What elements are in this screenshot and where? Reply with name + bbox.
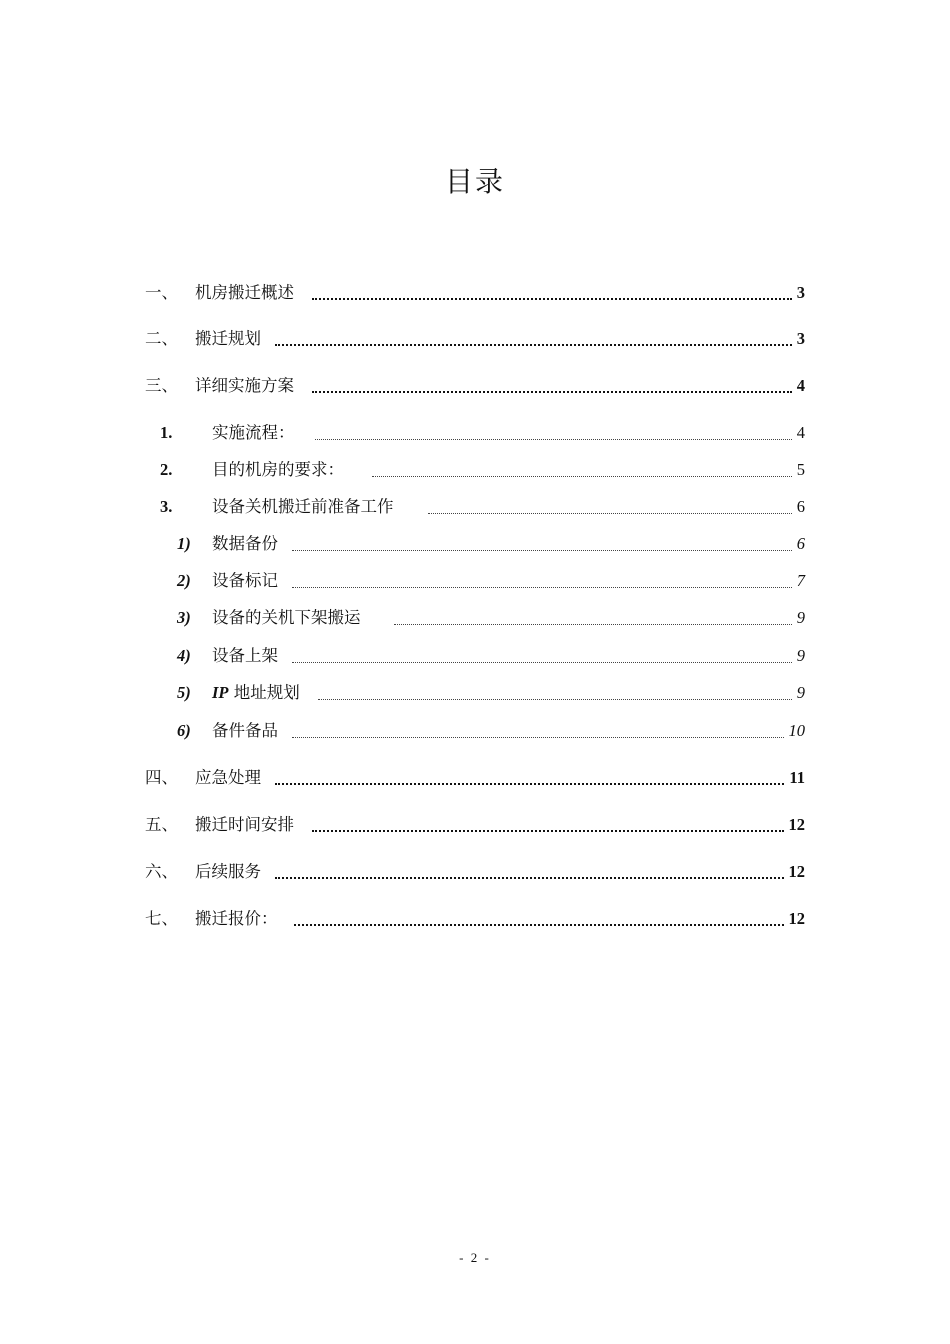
toc-number: 3.	[160, 497, 173, 516]
toc-page: 9	[796, 646, 805, 665]
toc-entry[interactable]	[0, 457, 950, 483]
toc-page: 5	[796, 460, 805, 479]
toc-page: 6	[796, 497, 805, 516]
toc-leader	[292, 548, 792, 551]
toc-entry[interactable]	[0, 280, 950, 306]
toc-page: 7	[796, 571, 805, 590]
toc-entry[interactable]	[0, 859, 950, 885]
toc-number: 一、	[145, 283, 178, 302]
toc-leader	[275, 875, 784, 879]
toc-leader	[312, 828, 784, 832]
toc-leader	[315, 437, 792, 440]
toc-leader	[394, 622, 792, 625]
toc-entry[interactable]	[0, 812, 950, 838]
toc-number: 2)	[177, 571, 191, 590]
toc-entry[interactable]	[0, 680, 950, 706]
toc-entry[interactable]	[0, 326, 950, 352]
toc-entry[interactable]	[0, 420, 950, 446]
toc-number: 2.	[160, 460, 173, 479]
toc-label: 搬迁报价：	[195, 909, 278, 928]
toc-label: 设备的关机下架搬运	[212, 608, 361, 627]
toc-page: 9	[796, 683, 805, 702]
toc-page: 12	[788, 909, 805, 928]
toc-leader	[292, 735, 784, 738]
toc-number: 3)	[177, 608, 191, 627]
toc-label: 数据备份	[212, 534, 278, 553]
toc-page: 11	[789, 768, 805, 787]
toc-number: 二、	[145, 329, 178, 348]
toc-label: 设备关机搬迁前准备工作	[212, 497, 394, 516]
toc-entry[interactable]	[0, 531, 950, 557]
page-title: 目录	[444, 165, 505, 198]
toc-leader	[428, 511, 792, 514]
toc-leader	[275, 781, 784, 785]
toc-number: 5)	[177, 683, 191, 702]
toc-label: 设备标记	[212, 571, 278, 590]
toc-label: 应急处理	[195, 768, 261, 787]
toc-label-text: 地址规划	[228, 683, 300, 702]
toc-label: 搬迁时间安排	[195, 815, 294, 834]
toc-label: 后续服务	[195, 862, 261, 881]
toc-page: 3	[796, 329, 805, 348]
toc-label: 搬迁规划	[195, 329, 261, 348]
toc-label: 备件备品	[212, 721, 278, 740]
toc-page: 12	[788, 862, 805, 881]
toc-entry[interactable]	[0, 906, 950, 932]
toc-page: 12	[788, 815, 805, 834]
toc-page: 4	[796, 423, 805, 442]
toc-number: 三、	[145, 376, 178, 395]
toc-number: 4)	[177, 646, 191, 665]
toc-leader	[292, 585, 792, 588]
toc-leader	[294, 922, 784, 926]
toc-label-prefix: IP	[212, 683, 229, 702]
toc-entry[interactable]	[0, 605, 950, 631]
toc-number: 6)	[177, 721, 191, 740]
page-number-footer: - 2 -	[459, 1250, 491, 1265]
toc-label: 目的机房的要求：	[212, 460, 344, 479]
toc-entry[interactable]	[0, 765, 950, 791]
toc-entry[interactable]	[0, 568, 950, 594]
toc-label: 实施流程：	[212, 423, 295, 442]
toc-label: 设备上架	[212, 646, 278, 665]
toc-number: 六、	[145, 862, 178, 881]
toc-label: 详细实施方案	[195, 376, 294, 395]
toc-page: 10	[788, 721, 805, 740]
toc-number: 1)	[177, 534, 191, 553]
toc-page: 3	[796, 283, 805, 302]
toc-number: 1.	[160, 423, 173, 442]
toc-leader	[318, 697, 792, 700]
toc-number: 五、	[145, 815, 178, 834]
toc-entry[interactable]	[0, 494, 950, 520]
toc-leader	[372, 474, 792, 477]
toc-leader	[275, 342, 792, 346]
toc-page: 6	[796, 534, 805, 553]
toc-entry[interactable]	[0, 718, 950, 744]
toc-number: 七、	[145, 909, 178, 928]
toc-entry[interactable]	[0, 643, 950, 669]
toc-page: 4	[796, 376, 805, 395]
toc-leader	[292, 660, 792, 663]
toc-leader	[312, 296, 792, 300]
toc-page: 9	[796, 608, 805, 627]
toc-label	[212, 680, 300, 706]
toc-entry[interactable]	[0, 373, 950, 399]
toc-leader	[312, 389, 792, 393]
toc-label: 机房搬迁概述	[195, 283, 294, 302]
toc-number: 四、	[145, 768, 178, 787]
